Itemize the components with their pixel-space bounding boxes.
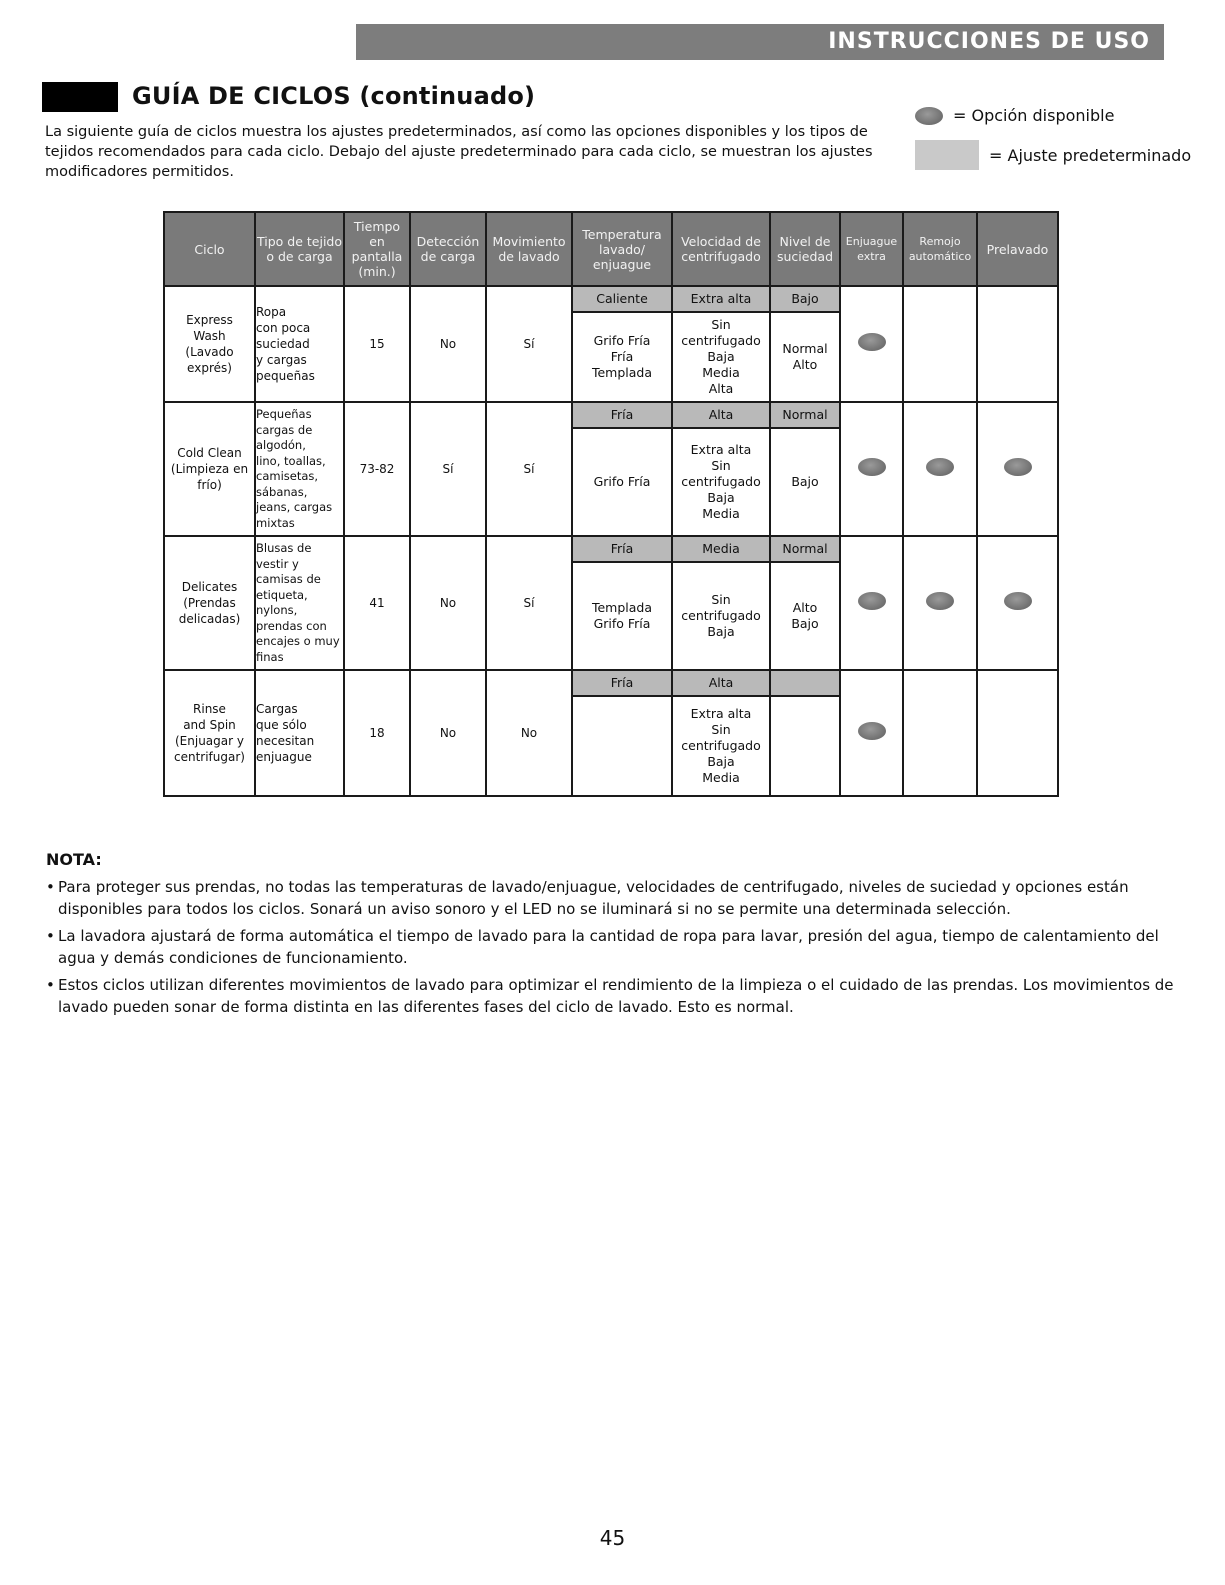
prewash-cell xyxy=(977,536,1058,670)
auto-soak-cell xyxy=(903,286,977,402)
option-dot-icon xyxy=(915,107,943,125)
cycle-name-line: centrifugar) xyxy=(174,750,245,764)
option-dot-icon xyxy=(926,458,954,476)
fabric-line: Blusas de xyxy=(256,541,312,555)
modifier-line: Sin xyxy=(711,592,731,607)
default-soil-cell: Bajo xyxy=(770,286,840,312)
spin-modifiers-cell xyxy=(672,312,770,402)
wash-movement-cell: No xyxy=(486,670,572,796)
fabric-line: etiqueta, xyxy=(256,587,308,602)
modifier-line: centrifugado xyxy=(681,474,761,489)
column-header: Velocidad de centrifugado xyxy=(672,212,770,286)
legend-available xyxy=(915,106,1114,125)
extra-rinse-cell xyxy=(840,536,903,670)
auto-soak-cell xyxy=(903,670,977,796)
wash-movement-cell: Sí xyxy=(486,536,572,670)
temperature-modifiers-cell xyxy=(572,312,672,402)
modifier-line: Alta xyxy=(708,381,734,396)
load-detection-cell: Sí xyxy=(410,402,486,536)
modifier-line: Templada xyxy=(591,600,653,615)
option-dot-icon xyxy=(1004,458,1032,476)
column-header: Remojo automático xyxy=(903,212,977,286)
modifier-line: Sin xyxy=(711,458,731,473)
fabric-type-cell xyxy=(255,536,344,670)
cycle-name-line: (Limpieza en xyxy=(170,462,249,476)
auto-soak-cell xyxy=(903,402,977,536)
fabric-line: algodón, xyxy=(256,438,306,452)
load-detection-cell: No xyxy=(410,536,486,670)
table-row xyxy=(164,670,1058,696)
default-temperature-cell: Caliente xyxy=(572,286,672,312)
modifier-line: Extra alta xyxy=(690,442,752,457)
temperature-modifiers-cell xyxy=(572,428,672,536)
modifier-line: Media xyxy=(702,506,740,521)
spin-modifiers-cell xyxy=(672,696,770,796)
fabric-line: suciedad xyxy=(256,337,310,351)
default-temperature-cell: Fría xyxy=(572,536,672,562)
modifier-line: centrifugado xyxy=(681,608,761,623)
cycle-name-line: Delicates xyxy=(181,580,238,594)
option-dot-icon xyxy=(858,333,886,351)
load-detection-cell: No xyxy=(410,286,486,402)
column-header: Temperatura lavado/ enjuague xyxy=(572,212,672,286)
cycle-name-line: Cold Clean xyxy=(177,446,242,460)
modifier-line: Media xyxy=(702,770,740,785)
fabric-line: jeans, cargas xyxy=(256,500,333,514)
spin-modifiers-cell xyxy=(672,562,770,670)
table-row xyxy=(164,286,1058,312)
default-spin-cell: Media xyxy=(672,536,770,562)
soil-modifiers-cell xyxy=(770,312,840,402)
prewash-cell xyxy=(977,670,1058,796)
modifier-line: Grifo Fría xyxy=(593,616,651,631)
modifier-line: Sin xyxy=(711,722,731,737)
fabric-line: sábanas, xyxy=(256,484,308,499)
intro-paragraph: La siguiente guía de ciclos muestra los ajustes predeterminados, así como las opciones disponibles y los tipos de tejidos recomendados para cada ciclo. Debajo del ajuste predeterminado para cada ciclo, se muestran los ajustes modificadores permitidos. xyxy=(45,124,873,180)
option-dot-icon xyxy=(858,458,886,476)
extra-rinse-cell xyxy=(840,402,903,536)
cycle-name-line: frío) xyxy=(197,478,222,492)
cycle-name-line: delicadas) xyxy=(178,612,241,626)
fabric-line: lino, toallas, xyxy=(256,453,326,468)
fabric-line: Ropa xyxy=(256,305,287,319)
time-cell: 41 xyxy=(344,536,410,670)
cycle-name-cell xyxy=(164,536,255,670)
modifier-line: Baja xyxy=(707,624,735,639)
prewash-cell xyxy=(977,286,1058,402)
fabric-line: nylons, xyxy=(256,603,298,617)
default-soil-cell xyxy=(770,670,840,696)
modifier-line: Grifo Fría xyxy=(593,333,651,348)
fabric-line: Cargas xyxy=(256,702,298,716)
default-spin-cell: Alta xyxy=(672,670,770,696)
default-temperature-cell: Fría xyxy=(572,670,672,696)
modifier-line: Baja xyxy=(707,490,735,505)
soil-modifiers-cell xyxy=(770,562,840,670)
extra-rinse-cell xyxy=(840,286,903,402)
time-cell: 15 xyxy=(344,286,410,402)
extra-rinse-cell xyxy=(840,670,903,796)
legend-available-label: = Opción disponible xyxy=(953,106,1115,125)
modifier-line: Baja xyxy=(707,754,735,769)
fabric-type-cell xyxy=(255,402,344,536)
column-header: Tiempo en pantalla (min.) xyxy=(344,212,410,286)
modifier-line: Templada xyxy=(591,365,653,380)
soil-modifiers-cell xyxy=(770,696,840,796)
option-dot-icon xyxy=(858,722,886,740)
section-header-bar xyxy=(356,24,1164,60)
time-cell: 73-82 xyxy=(344,402,410,536)
default-soil-cell: Normal xyxy=(770,402,840,428)
fabric-type-cell xyxy=(255,286,344,402)
wash-movement-cell: Sí xyxy=(486,402,572,536)
fabric-line: camisas de xyxy=(256,572,321,586)
modifier-line: Bajo xyxy=(791,474,819,489)
note-item: • Estos ciclos utilizan diferentes movimientos de lavado para optimizar el rendimiento de la limpieza o el cuidado de las prendas. Los movimientos de lavado pueden sonar de forma distinta en las diferentes fases del ciclo de lavado. Esto es normal. xyxy=(46,976,1174,1016)
fabric-line: Pequeñas xyxy=(256,407,312,421)
page-title: GUÍA DE CICLOS (continuado) xyxy=(132,82,536,110)
fabric-line: encajes o muy xyxy=(256,634,340,648)
column-header: Prelavado xyxy=(977,212,1058,286)
modifier-line: Normal xyxy=(782,341,828,356)
column-header: Detección de carga xyxy=(410,212,486,286)
temperature-modifiers-cell xyxy=(572,562,672,670)
spin-modifiers-cell xyxy=(672,428,770,536)
modifier-line: Media xyxy=(702,365,740,380)
fabric-line: pequeñas xyxy=(256,369,315,383)
fabric-line: vestir y xyxy=(256,556,299,571)
wash-movement-cell: Sí xyxy=(486,286,572,402)
cycle-name-cell xyxy=(164,286,255,402)
fabric-line: prendas con xyxy=(256,618,327,633)
cycle-guide-table xyxy=(163,211,1059,797)
fabric-type-cell xyxy=(255,670,344,796)
modifier-line: Baja xyxy=(707,349,735,364)
cycle-name-line: Wash xyxy=(193,329,226,343)
modifier-line: Grifo Fría xyxy=(593,474,651,489)
fabric-line: finas xyxy=(256,649,284,664)
table-row xyxy=(164,402,1058,428)
soil-modifiers-cell xyxy=(770,428,840,536)
modifier-line: Fría xyxy=(610,349,634,364)
modifier-line: centrifugado xyxy=(681,738,761,753)
note-text: La lavadora ajustará de forma automática el tiempo de lavado para la cantidad de ropa para lavar, presión del agua, tiempo de calentamiento del agua y demás condiciones de funcionamiento. xyxy=(58,927,1159,967)
option-dot-icon xyxy=(858,592,886,610)
modifier-line: centrifugado xyxy=(681,333,761,348)
option-dot-icon xyxy=(926,592,954,610)
cycle-name-cell xyxy=(164,670,255,796)
option-dot-icon xyxy=(1004,592,1032,610)
note-item: • La lavadora ajustará de forma automática el tiempo de lavado para la cantidad de ropa para lavar, presión del agua, tiempo de calentamiento del agua y demás condiciones de funcionamiento. xyxy=(46,927,1159,967)
default-spin-cell: Alta xyxy=(672,402,770,428)
auto-soak-cell xyxy=(903,536,977,670)
fabric-line: necesitan xyxy=(256,734,315,748)
default-soil-cell: Normal xyxy=(770,536,840,562)
time-cell: 18 xyxy=(344,670,410,796)
legend-default-label: = Ajuste predeterminado xyxy=(989,145,1192,165)
cycle-name-line: and Spin xyxy=(183,718,236,732)
prewash-cell xyxy=(977,402,1058,536)
section-header-label: INSTRUCCIONES DE USO xyxy=(828,29,1150,54)
fabric-line: enjuague xyxy=(256,750,312,764)
fabric-line: mixtas xyxy=(256,515,295,530)
load-detection-cell: No xyxy=(410,670,486,796)
fabric-line: cargas de xyxy=(256,422,313,437)
cycle-name-line: Rinse xyxy=(193,702,226,716)
fabric-line: con poca xyxy=(256,321,311,335)
column-header: Enjuague extra xyxy=(840,212,903,286)
table-row xyxy=(164,536,1058,562)
column-header: Ciclo xyxy=(164,212,255,286)
note-list xyxy=(46,876,1196,1023)
modifier-line: Extra alta xyxy=(690,706,752,721)
note-text: Para proteger sus prendas, no todas las temperaturas de lavado/enjuague, velocidades de centrifugado, niveles de suciedad y opciones están disponibles para todos los ciclos. Sonará un aviso sonoro y el LED no se iluminará si no se permite una determinada selección. xyxy=(58,878,1129,918)
note-text: Estos ciclos utilizan diferentes movimientos de lavado para optimizar el rendimiento de la limpieza o el cuidado de las prendas. Los movimientos de lavado pueden sonar de forma distinta en las diferentes fases del ciclo de lavado. Esto es normal. xyxy=(58,976,1174,1016)
cycle-name-line: (Enjuagar y xyxy=(175,734,244,748)
default-swatch-icon xyxy=(915,140,979,170)
note-item: • Para proteger sus prendas, no todas las temperaturas de lavado/enjuague, velocidades de centrifugado, niveles de suciedad y opciones están disponibles para todos los ciclos. Sonará un aviso sonoro y el LED no se iluminará si no se permite una determinada selección. xyxy=(46,878,1129,918)
fabric-line: que sólo xyxy=(256,718,307,732)
cycle-name-line: Express xyxy=(186,313,233,327)
modifier-line: Alto xyxy=(792,600,818,615)
fabric-line: camisetas, xyxy=(256,469,319,483)
section-marker-block xyxy=(42,82,118,112)
cycle-name-line: exprés) xyxy=(187,361,232,375)
column-header: Nivel de suciedad xyxy=(770,212,840,286)
modifier-line: Bajo xyxy=(791,616,819,631)
cycle-name-line: (Prendas xyxy=(183,596,236,610)
modifier-line: Alto xyxy=(792,357,818,372)
legend-default xyxy=(915,140,1191,170)
cycle-name-line: (Lavado xyxy=(185,345,234,359)
note-heading: NOTA: xyxy=(46,850,102,869)
column-header: Tipo de tejido o de carga xyxy=(255,212,344,286)
default-spin-cell: Extra alta xyxy=(672,286,770,312)
fabric-line: y cargas xyxy=(256,353,307,367)
temperature-modifiers-cell xyxy=(572,696,672,796)
default-temperature-cell: Fría xyxy=(572,402,672,428)
cycle-name-cell xyxy=(164,402,255,536)
page-number: 45 xyxy=(599,1526,626,1550)
column-header: Movimiento de lavado xyxy=(486,212,572,286)
modifier-line: Sin xyxy=(711,317,731,332)
table-header-row xyxy=(164,212,1058,286)
